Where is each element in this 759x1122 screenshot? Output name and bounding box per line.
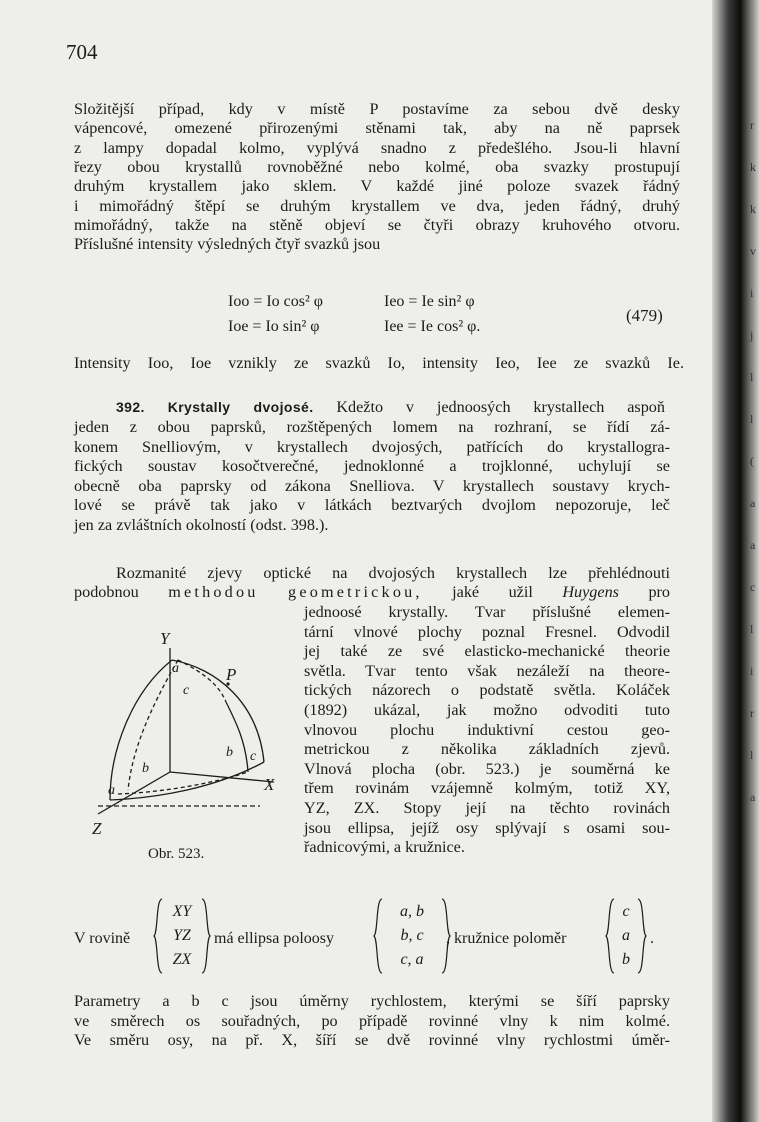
brace-right-3 [636, 897, 648, 975]
edge-char: k [750, 202, 756, 216]
equation-ieo: Ieo = Ie sin² φ [384, 293, 475, 310]
opposite-page-edge [748, 0, 759, 1122]
equation-ioo: Ioo = Io cos² φ [228, 293, 324, 310]
edge-char: i [750, 286, 754, 300]
outer-arc-zx [110, 762, 264, 800]
edge-char: v [750, 244, 756, 258]
col-item: b, c [400, 927, 424, 944]
page-number: 704 [66, 40, 98, 64]
para1-line-5: druhým krystallem jako sklem. V každé jiné poloze svazek řádný [74, 177, 680, 196]
edge-char: i [750, 664, 754, 678]
section-line-1: Kdežto v jednoosých krystallech aspoň [336, 398, 665, 416]
label-c2: c [250, 749, 257, 764]
planes-col2 [384, 900, 440, 972]
edge-char: k [750, 160, 756, 174]
label-z: Z [92, 819, 102, 838]
para1-line-4: řezy obou krystallů rovnoběžné nebo kolmé, oba svazky prostupují [74, 157, 680, 176]
label-a2: a [108, 783, 115, 798]
para3-right-line-9: Vlnová plocha (obr. 523.) je souměrná ke [304, 759, 670, 778]
planes-prefix: V rovině [74, 930, 131, 947]
edge-char: ( [750, 454, 754, 468]
para3-right-line-12: jsou ellipsa, jejíž osy splývají s osami sou- [304, 818, 670, 837]
planes-mid: má ellipsa poloosy [214, 930, 334, 947]
planes-mid2: , kružnice poloměr [446, 930, 567, 947]
section-heading-line [116, 398, 665, 417]
edge-char: j [750, 328, 754, 342]
label-y: Y [160, 629, 170, 648]
col-item: c [622, 903, 630, 920]
inner-arc-b [226, 702, 248, 772]
para3-right-line-5: tických názorech o podstatě světla. Koláček [304, 681, 670, 700]
edge-char: c [750, 580, 756, 594]
col-item: YZ [173, 927, 191, 944]
para1-line-6: i mimořádný štěpí se druhým krystallem ve dva, jeden řádný, druhý [74, 196, 680, 215]
para3-right-line-8: metrickou z několika základních zjevů. [304, 740, 670, 759]
figure-wave-surface [88, 622, 288, 842]
edge-char: r [750, 706, 754, 720]
label-c: c [183, 683, 190, 698]
para3-line-2: podobnou methodou geometrickou, jaké užil Huygens pro [74, 583, 671, 601]
section-line-4: obecně oba paprsky od zákona Snelliova. V krystallech soustavy krych- [74, 476, 670, 495]
col-item: XY [172, 903, 192, 920]
para3-right-line-7: vlnovou plochu induktivní cestou geo- [304, 720, 670, 739]
para3-right-line-3: jej také ze své elasticko-mechanické theorie [304, 642, 670, 661]
edge-char: a [750, 538, 756, 552]
section-title: Krystally dvojosé. [167, 399, 314, 415]
section-number: 392. [116, 399, 145, 415]
edge-char: l [750, 370, 754, 384]
para3-line-1: Rozmanité zjevy optické na dvojosých krystallech lze přehlédnouti [116, 564, 670, 582]
col-item: b [622, 951, 630, 968]
outer-arc-yz [110, 660, 172, 800]
para1-line-1: Složitější případ, kdy v místě P postavíme za sebou dvě desky [74, 100, 680, 118]
brace-left-2 [372, 897, 384, 975]
col-item: c, a [400, 951, 424, 968]
equation-iee: Iee = Ie cos² φ. [384, 318, 481, 335]
para3-right-line-1: jednoosé krystally. Tvar příslušné elemen- [304, 603, 670, 621]
para3-right-line-11: YZ, ZX. Stopy její na těchto rovinách [304, 799, 670, 817]
col-item: a, b [400, 903, 424, 920]
edge-char: l [750, 748, 754, 762]
brace-left-1 [152, 897, 164, 975]
brace-right-1 [200, 897, 212, 975]
section-line-1: jeden z obou paprsků, rozštěpených lomem na rozhraní, se řídí zá- [74, 418, 670, 436]
label-p: P [226, 665, 237, 684]
para1-line-2: vápencové, omezené přirozenými stěnami tak, aby na ně paprsek [74, 119, 680, 138]
section-line-3: fických soustav kosočtverečné, jednoklonné a trojklonné, uchylují se [74, 457, 670, 475]
para1-line-8: Příslušné intensity výsledných čtyř svazků jsou [74, 235, 381, 254]
edge-char: a [750, 496, 756, 510]
brace-left-3 [604, 897, 616, 975]
para1-line-7: mimořádný, takže na stěně objeví se čtyři obrazy kruhového otvoru. [74, 215, 680, 234]
edge-char: a [750, 790, 756, 804]
edge-char: l [750, 622, 754, 636]
para3-right-line-10: třem rovinám vzájemně kolmým, totiž XY, [304, 779, 670, 798]
section-line-6: jen za zvláštních okolností (odst. 398.). [74, 515, 329, 534]
col-item: ZX [172, 951, 192, 968]
para4-line-1: Parametry a b c jsou úměrny rychlostem, kterými se šíří paprsky [74, 992, 670, 1010]
edge-char: l [750, 412, 754, 426]
para3-right-line-4: světla. Tvar tento však nezáleží na theore- [304, 661, 670, 680]
planes-end: . [650, 930, 654, 947]
section-line-2: konem Snelliovým, v krystallech dvojosých, patřících do krystallogra- [74, 437, 670, 456]
intensity-line: Intensity Ioo, Ioe vznikly ze svazků Io, intensity Ieo, Iee ze svazků Ie. [74, 354, 684, 372]
para3-right-line-13: řadnicovými, a kružnice. [304, 838, 465, 857]
outer-arc-yx [172, 660, 264, 762]
para4-line-2: ve směrech os souřadných, po případě rovinné vlny k nim kolmé. [74, 1011, 670, 1030]
label-a: a [172, 661, 179, 676]
col-item: a [622, 927, 630, 944]
edge-char: r [750, 118, 754, 132]
section-line-5: lové se právě tak jako v látkách beztvarých dvojlom nepozoruje, leč [74, 496, 670, 514]
para3-right-line-6: (1892) ukázal, jak možno odvoditi tuto [304, 701, 670, 719]
equation-ioe: Ioe = Io sin² φ [228, 318, 320, 335]
para4-line-3: Ve směru osy, na př. X, šíří se dvě rovinné vlny rychlostmi úměr- [74, 1031, 670, 1049]
label-b2: b [142, 761, 149, 776]
planes-col3 [616, 900, 636, 972]
figure-caption: Obr. 523. [148, 846, 205, 862]
para1-line-3: z lampy dopadal kolmo, vyplývá snadno z předešlého. Jsou-li hlavní [74, 138, 680, 157]
label-x: X [264, 775, 275, 794]
label-b: b [226, 745, 233, 760]
para3-right-line-2: tární vlnové plochy poznal Fresnel. Odvodil [304, 622, 670, 641]
planes-col1 [164, 900, 200, 972]
equation-number: (479) [626, 306, 663, 325]
